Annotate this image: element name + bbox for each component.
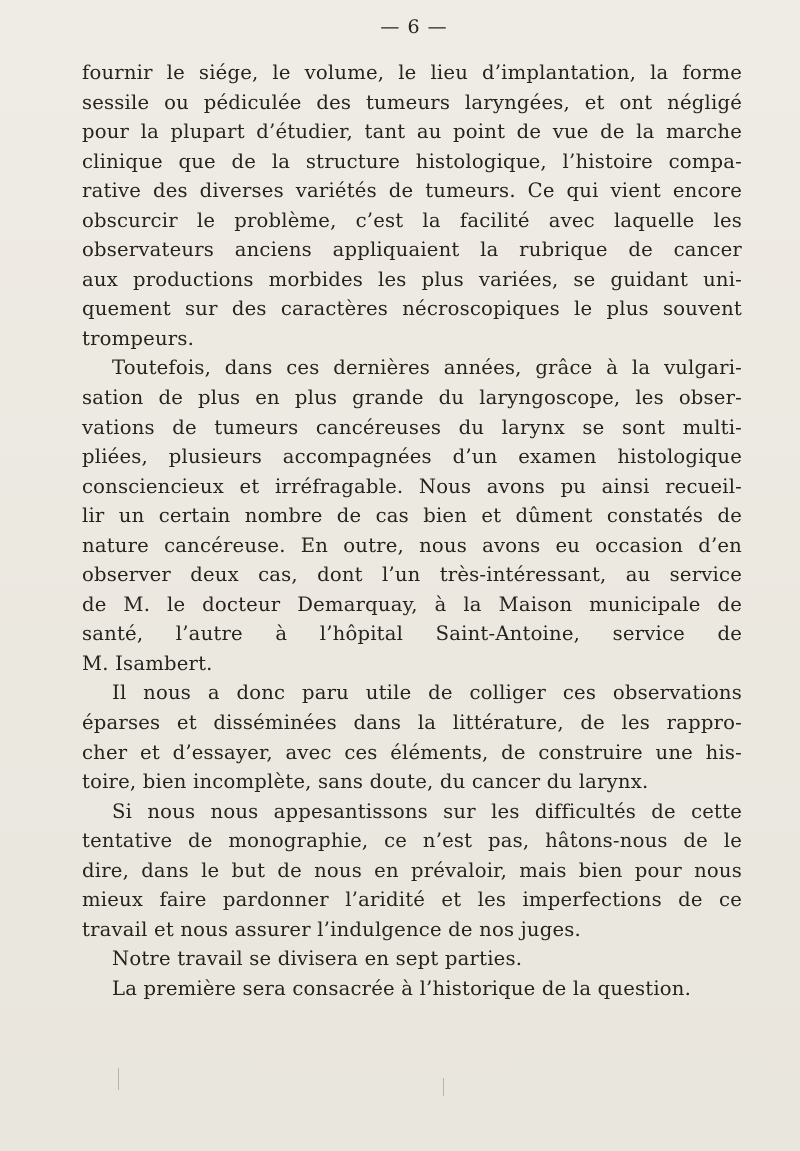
paper-mark xyxy=(118,1068,119,1090)
text-line: vations de tumeurs cancéreuses du larynx se sont multi- xyxy=(82,415,742,439)
text-line: consciencieux et irréfragable. Nous avons pu ainsi recueil- xyxy=(82,474,742,498)
text-line: observer deux cas, dont l’un très-intéressant, au service xyxy=(82,563,742,587)
text-line: La première sera consacrée à l’historique de la question. xyxy=(112,976,692,1000)
text-line: nature cancéreuse. En outre, nous avons eu occasion d’en xyxy=(82,533,742,557)
text-line: mieux faire pardonner l’aridité et les imperfections de ce xyxy=(82,888,742,912)
text-line: Il nous a donc paru utile de colliger ces observations xyxy=(112,681,742,705)
text-line: rative des diverses variétés de tumeurs. Ce qui vient encore xyxy=(82,179,742,203)
text-line: sessile ou pédiculée des tumeurs laryngées, et ont négligé xyxy=(82,90,742,114)
text-line: dire, dans le but de nous en prévaloir, mais bien pour nous xyxy=(82,858,742,882)
text-line: Notre travail se divisera en sept parties. xyxy=(112,947,523,971)
text-line: quement sur des caractères nécroscopiques le plus souvent xyxy=(82,297,742,321)
text-line: aux productions morbides les plus variées, se guidant uni- xyxy=(82,267,742,291)
text-line: lir un certain nombre de cas bien et dûment constatés de xyxy=(82,504,742,528)
text-line: trompeurs. xyxy=(82,326,195,350)
text-line: santé, l’autre à l’hôpital Saint-Antoine, service de xyxy=(82,622,742,646)
text-line: M. Isambert. xyxy=(82,651,213,675)
text-line: cher et d’essayer, avec ces éléments, de construire une his- xyxy=(82,740,742,764)
text-line: obscurcir le problème, c’est la facilité avec laquelle les xyxy=(82,208,742,232)
text-line: pliées, plusieurs accompagnées d’un examen histologique xyxy=(82,445,742,469)
text-line: travail et nous assurer l’indulgence de nos juges. xyxy=(82,917,581,941)
text-line: fournir le siége, le volume, le lieu d’implantation, la forme xyxy=(82,61,742,84)
text-line: tentative de monographie, ce n’est pas, hâtons-nous de le xyxy=(82,829,742,853)
page-number: — 6 — xyxy=(380,16,448,38)
text-line: pour la plupart d’étudier, tant au point de vue de la marche xyxy=(82,120,742,144)
text-line: de M. le docteur Demarquay, à la Maison municipale de xyxy=(82,592,742,616)
text-line: clinique que de la structure histologique, l’histoire compa- xyxy=(82,149,742,173)
text-line: toire, bien incomplète, sans doute, du cancer du larynx. xyxy=(82,770,649,794)
paper-mark xyxy=(443,1078,444,1096)
text-line: Si nous nous appesantissons sur les difficultés de cette xyxy=(112,799,742,823)
body-text xyxy=(82,58,742,1004)
text-line: observateurs anciens appliquaient la rubrique de cancer xyxy=(82,238,742,262)
text-line: sation de plus en plus grande du laryngoscope, les obser- xyxy=(82,386,742,410)
text-line: Toutefois, dans ces dernières années, grâce à la vulgari- xyxy=(112,356,742,380)
text-line: éparses et disséminées dans la littérature, de les rappro- xyxy=(82,711,742,735)
